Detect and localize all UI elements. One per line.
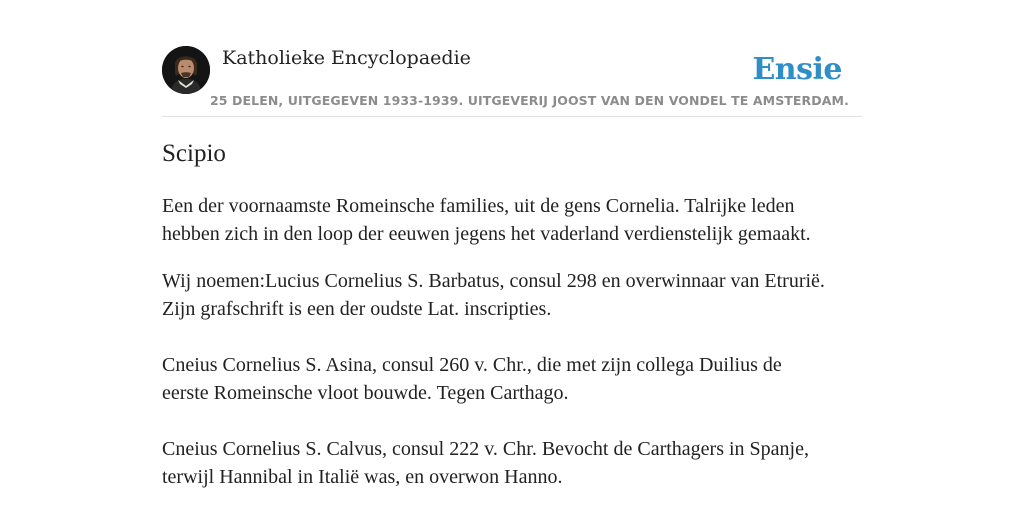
source-subtitle: 25 DELEN, UITGEGEVEN 1933-1939. UITGEVERIJ JOOST VAN DEN VONDEL TE AMSTERDAM. xyxy=(210,93,849,108)
entry-line: eerste Romeinsche vloot bouwde. Tegen Carthago. xyxy=(162,382,569,404)
intro-paragraph xyxy=(162,192,862,248)
entry-line: Zijn grafschrift is een der oudste Lat. inscripties. xyxy=(162,298,552,320)
entry-line: terwijl Hannibal in Italië was, en overwon Hanno. xyxy=(162,466,563,488)
source-header xyxy=(162,46,862,117)
brand-logo[interactable]: Ensie xyxy=(752,52,842,87)
entry-line: Cneius Cornelius S. Calvus, consul 222 v. Chr. Bevocht de Carthagers in Spanje, xyxy=(162,438,809,460)
portrait-icon[interactable] xyxy=(162,46,210,94)
intro-line: Een der voornaamste Romeinsche families, uit de gens Cornelia. Talrijke leden xyxy=(162,195,795,217)
entry-line: Wij noemen:Lucius Cornelius S. Barbatus, consul 298 en overwinnaar van Etrurië. xyxy=(162,270,825,292)
article xyxy=(162,138,862,491)
entry-line: Cneius Cornelius S. Asina, consul 260 v. Chr., die met zijn collega Duilius de xyxy=(162,354,782,376)
intro-line: hebben zich in den loop der eeuwen jegens het vaderland verdienstelijk gemaakt. xyxy=(162,223,811,245)
source-title[interactable]: Katholieke Encyclopaedie xyxy=(222,47,471,69)
article-title: Scipio xyxy=(162,140,226,167)
line-break xyxy=(162,323,862,351)
entry-paragraph xyxy=(162,267,862,491)
line-break xyxy=(162,407,862,435)
